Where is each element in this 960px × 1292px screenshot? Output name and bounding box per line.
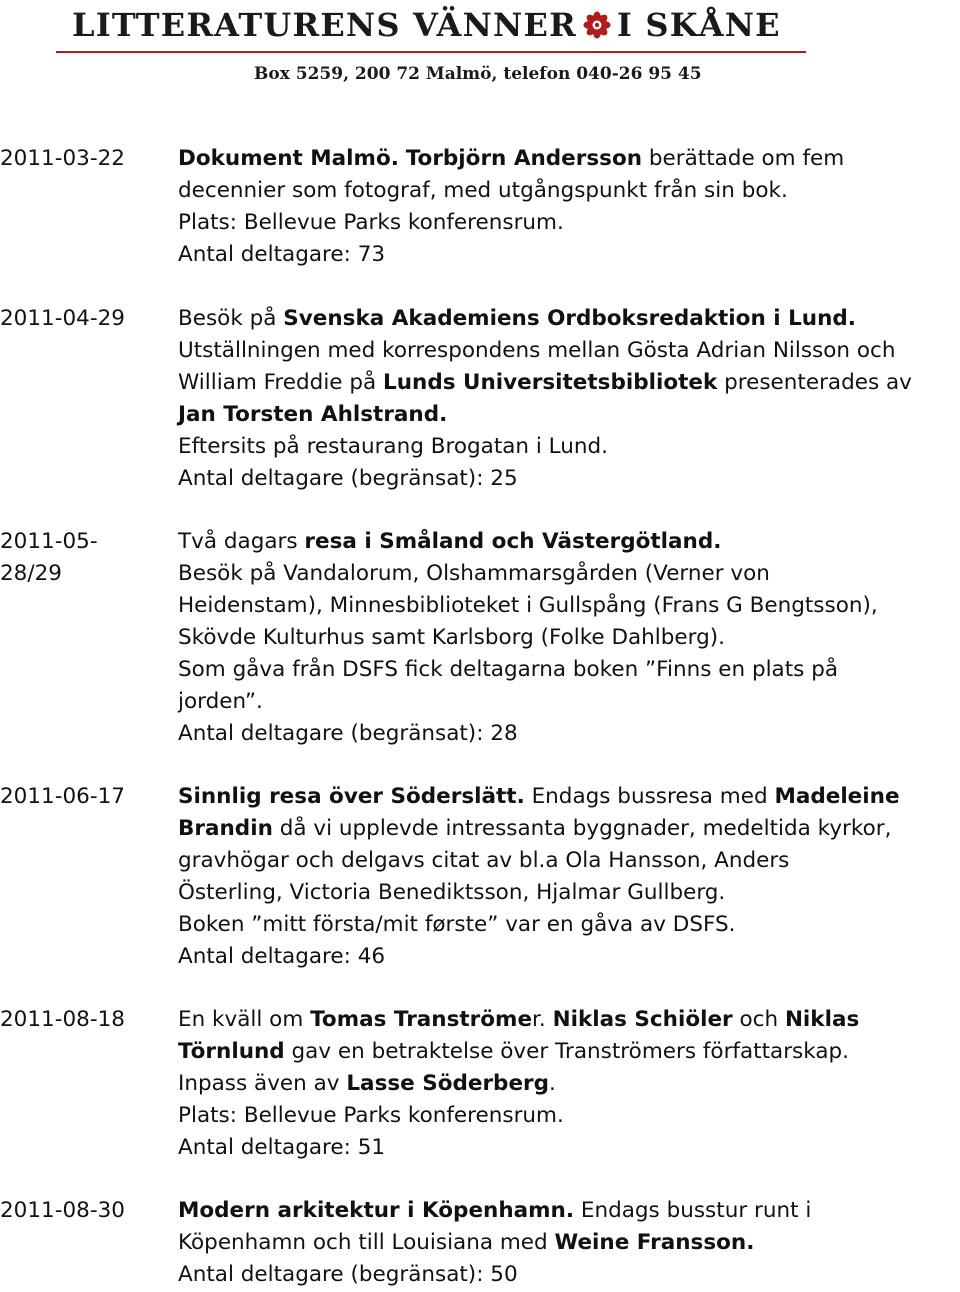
text-run: Besök på Vandalorum, Olshammarsgården (Verner von	[178, 561, 770, 586]
event-date: 2011-06-17	[0, 784, 125, 809]
text-run: Antal deltagare (begränsat): 25	[178, 466, 518, 491]
text-run: Som gåva från DSFS fick deltagarna boken ”Finns en plats på	[178, 657, 839, 682]
event-date: 2011-04-29	[0, 306, 125, 331]
text-run: Antal deltagare: 51	[178, 1135, 386, 1160]
text-run: Endags busstur runt i	[574, 1198, 812, 1223]
text-run: Antal deltagare: 73	[178, 242, 386, 267]
event-description	[178, 303, 960, 495]
event-line	[178, 526, 960, 558]
text-run: Plats: Bellevue Parks konferensrum.	[178, 1103, 564, 1128]
bold-text: Svenska Akademiens Ordboksredaktion i Lund.	[283, 306, 856, 331]
event-date	[0, 526, 170, 590]
text-run: William Freddie på	[178, 370, 384, 395]
society-name	[72, 4, 812, 46]
bold-text: Törnlund	[178, 1039, 285, 1064]
text-run: Endags bussresa med	[524, 784, 775, 809]
event-description	[178, 781, 960, 973]
event-line	[178, 718, 960, 750]
event-line	[178, 877, 960, 909]
event-date-line: 2011-05-	[0, 529, 98, 554]
event-line	[178, 1004, 960, 1036]
bold-text: Lunds Universitetsbibliotek	[383, 370, 718, 395]
event-line	[178, 399, 960, 431]
event-line	[178, 1132, 960, 1164]
event-line	[178, 431, 960, 463]
text-run: En kväll om	[178, 1007, 311, 1032]
text-run: Österling, Victoria Benediktsson, Hjalmar Gullberg.	[178, 880, 726, 905]
bold-text: Sinnlig resa över Söderslätt.	[178, 784, 525, 809]
event-line	[178, 335, 960, 367]
event-line	[178, 941, 960, 973]
event-line	[178, 1227, 960, 1259]
text-run: Inpass även av	[178, 1071, 347, 1096]
event-line	[178, 1259, 960, 1291]
text-run: Boken ”mitt första/mit første” var en gåva av DSFS.	[178, 912, 736, 937]
event-line	[178, 463, 960, 495]
text-run: Köpenhamn och till Louisiana med	[178, 1230, 555, 1255]
event-description	[178, 143, 960, 271]
bold-text: Niklas	[784, 1007, 860, 1032]
bold-text: Madeleine	[774, 784, 900, 809]
event-line	[178, 1068, 960, 1100]
text-run	[399, 146, 406, 171]
bold-text: Brandin	[178, 816, 273, 841]
text-run: och	[732, 1007, 785, 1032]
emblem-core	[595, 23, 599, 27]
society-name-left: LITTERATURENS VÄNNER	[72, 6, 577, 44]
bold-text: Tomas Tranströme	[310, 1007, 533, 1032]
event-line	[178, 143, 960, 175]
event-description	[178, 526, 960, 750]
text-run: Eftersits på restaurang Brogatan i Lund.	[178, 434, 609, 459]
bold-text: Niklas Schiöler	[552, 1007, 733, 1032]
event-date: 2011-08-30	[0, 1198, 125, 1223]
event-description	[178, 1004, 960, 1164]
text-run: Plats: Bellevue Parks konferensrum.	[178, 210, 564, 235]
event-line	[178, 813, 960, 845]
event-line	[178, 1195, 960, 1227]
bold-text: Torbjörn Andersson	[405, 146, 643, 171]
text-run: gravhögar och delgavs citat av bl.a Ola Hansson, Anders	[178, 848, 790, 873]
event-line	[178, 686, 960, 718]
event-date-line: 28/29	[0, 561, 62, 586]
text-run: Antal deltagare (begränsat): 28	[178, 721, 518, 746]
bold-text: Dokument Malmö.	[178, 146, 399, 171]
text-run: Antal deltagare (begränsat): 50	[178, 1262, 518, 1287]
text-run: r.	[532, 1007, 553, 1032]
text-run: presenterades av	[717, 370, 912, 395]
text-run: Två dagars	[178, 529, 305, 554]
event-line	[178, 303, 960, 335]
event-line	[178, 239, 960, 271]
bold-text: Weine Fransson.	[554, 1230, 755, 1255]
event-line	[178, 558, 960, 590]
bold-text: Lasse Söderberg	[346, 1071, 550, 1096]
rose-emblem-icon	[583, 11, 611, 39]
bold-text: resa i Småland och Västergötland.	[304, 529, 722, 554]
text-run: Antal deltagare: 46	[178, 944, 386, 969]
event-line	[178, 367, 960, 399]
event-line	[178, 845, 960, 877]
text-run: Utställningen med korrespondens mellan Gösta Adrian Nilsson och	[178, 338, 896, 363]
text-run: jorden”.	[178, 689, 263, 714]
event-line	[178, 207, 960, 239]
event-line	[178, 1100, 960, 1132]
letterhead	[0, 0, 960, 110]
event-line	[178, 622, 960, 654]
event-line	[178, 654, 960, 686]
event-line	[178, 1036, 960, 1068]
event-date: 2011-03-22	[0, 146, 125, 171]
bold-text: Jan Torsten Ahlstrand.	[178, 402, 448, 427]
text-run: då vi upplevde intressanta byggnader, medeltida kyrkor,	[272, 816, 892, 841]
header-rule	[56, 51, 806, 53]
text-run: Besök på	[178, 306, 284, 331]
text-run: Heidenstam), Minnesbiblioteket i Gullspång (Frans G Bengtsson),	[178, 593, 878, 618]
event-line	[178, 175, 960, 207]
event-date: 2011-08-18	[0, 1007, 125, 1032]
society-name-right: I SKÅNE	[616, 6, 781, 44]
text-run: Skövde Kulturhus samt Karlsborg (Folke Dahlberg).	[178, 625, 725, 650]
postal-address: Box 5259, 200 72 Malmö, telefon 040-26 95 45	[254, 64, 702, 84]
text-run: berättade om fem	[642, 146, 845, 171]
event-description	[178, 1195, 960, 1291]
event-line	[178, 590, 960, 622]
text-run: gav en betraktelse över Tranströmers författarskap.	[284, 1039, 849, 1064]
text-run: decennier som fotograf, med utgångspunkt från sin bok.	[178, 178, 788, 203]
text-run: .	[549, 1071, 556, 1096]
event-line	[178, 909, 960, 941]
bold-text: Modern arkitektur i Köpenhamn.	[178, 1198, 575, 1223]
event-line	[178, 781, 960, 813]
